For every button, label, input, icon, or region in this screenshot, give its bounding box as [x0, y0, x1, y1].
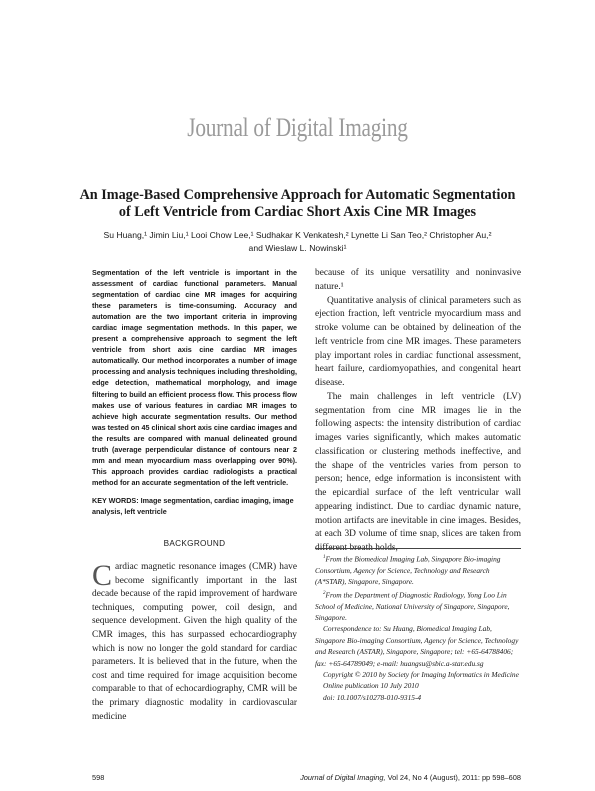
journal-masthead: Journal of Digital Imaging [187, 113, 408, 142]
paragraph-2: Quantitative analysis of clinical parameters such as ejection fraction, left ventricle myocardium mass and stroke volume can be obtained by delineation of the left ventricle from cine MR images. These parameters play important roles in cardiac functional assessment, heart failure, cardiomyopathies, and congenital heart disease. [315, 295, 521, 388]
right-column-text [315, 267, 521, 556]
section-heading-background: BACKGROUND [163, 539, 226, 548]
title-line-2: of Left Ventricle from Cardiac Short Axis Cine MR Images [118, 204, 477, 220]
background-text: ardiac magnetic resonance images (CMR) have become significantly important in the last decade because of the rapid improvement of hardware techniques, computing power, coil design, and sequence development. Given the high quality of the CMR images, this has surpassed echocardiography which is now no longer the gold standard for cardiac parameters. It is believed that in the future, when the cost and time required for image acquisition become comparable to that of echocardiography, CMR will be the primary diagnostic modality in cardiovascular medicine [92, 562, 297, 722]
background-paragraph [92, 561, 297, 724]
authors-line-1: Su Huang,¹ Jimin Liu,¹ Looi Chow Lee,¹ Sudhakar K Venkatesh,² Lynette Li San Teo,² Christopher Au,² [103, 230, 492, 240]
journal-citation: Journal of Digital Imaging, Vol 24, No 4 (August), 2011: pp 598–608 [300, 773, 521, 782]
footnote-online-publication: Online publication 10 July 2010 [323, 681, 419, 691]
keywords: KEY WORDS: Image segmentation, cardiac imaging, image analysis, left ventricle [92, 496, 294, 516]
abstract: Segmentation of the left ventricle is important in the assessment of cardiac functional parameters. Manual segmentation of cardiac cine MR images for acquiring these parameters is time-consuming. Accuracy and automation are the two important criteria in improving cardiac image segmentation methods. In this paper, we present a comprehensive approach to segment the left ventricle from short axis cine cardiac MR images automatically. Our method incorporates a number of image processing and analysis techniques including thresholding, edge detection, mathematical morphology, and image filtering to build an efficient process flow. This process flow makes use of various features in cardiac MR images to achieve high accurate segmentation results. Our method was tested on 45 clinical short axis cine cardiac images and the results are compared with manual delineated ground truth (average perpendicular distance of contours near 2 mm and mean myocardium mass overlapping over 90%). This approach provides cardiac radiologists a practical method for an accurate segmentation of the left ventricle. [92, 268, 297, 487]
footnote-affiliation-2: $^2$From the Department of Diagnostic Radiology, Yong Loo Lin School of Medicine, National University of Singapore, Singapore, Singapore. [315, 590, 510, 622]
footnote-correspondence: Correspondence to: Su Huang, Biomedical Imaging Lab, Singapore Bio-imaging Consortium, Agency for Science, Technology and Research (ASTAR), Singapore, Singapore; tel: +65-64788406; fax: +65-64789049; e-mail: huangsu@sbic.a-star.edu.sg [315, 624, 519, 668]
author-list [70, 229, 525, 255]
title-line-1: An Image-Based Comprehensive Approach for Automatic Segmentation [79, 187, 516, 203]
footnote-doi: doi: 10.1007/s10278-010-9315-4 [323, 692, 422, 702]
paper-title [40, 187, 555, 221]
drop-cap: C [92, 559, 113, 592]
paragraph-1: because of its unique versatility and noninvasive nature.¹ [315, 268, 521, 292]
authors-line-2: and Wieslaw L. Nowinski¹ [248, 243, 347, 253]
paragraph-3: The main challenges in left ventricle (LV) segmentation from cine MR images lie in the following aspects: the intensity distribution of cardiac images varies significantly, which makes automatic classification or clustering methods ineffective, and the shape of the ventricles varies from person to person; hence, edge information is inconsistent with the epicardial surface of the left ventricular wall appearing indistinct. Due to cardiac dynamic nature, motion artifacts are inevitable in cine images. Besides, at each 3D volume of time snap, slices are taken from different breath holds, [315, 391, 521, 553]
footnote-copyright: Copyright © 2010 by Society for Imaging Informatics in Medicine [323, 670, 519, 679]
footnote-affiliation-1: $^1$From the Biomedical Imaging Lab, Singapore Bio-imaging Consortium, Agency for Science, Technology and Research (A*STAR), Singapore, Singapore. [315, 554, 501, 587]
footnotes [315, 552, 521, 703]
footnote-divider [315, 548, 521, 549]
page-number: 598 [92, 773, 105, 782]
